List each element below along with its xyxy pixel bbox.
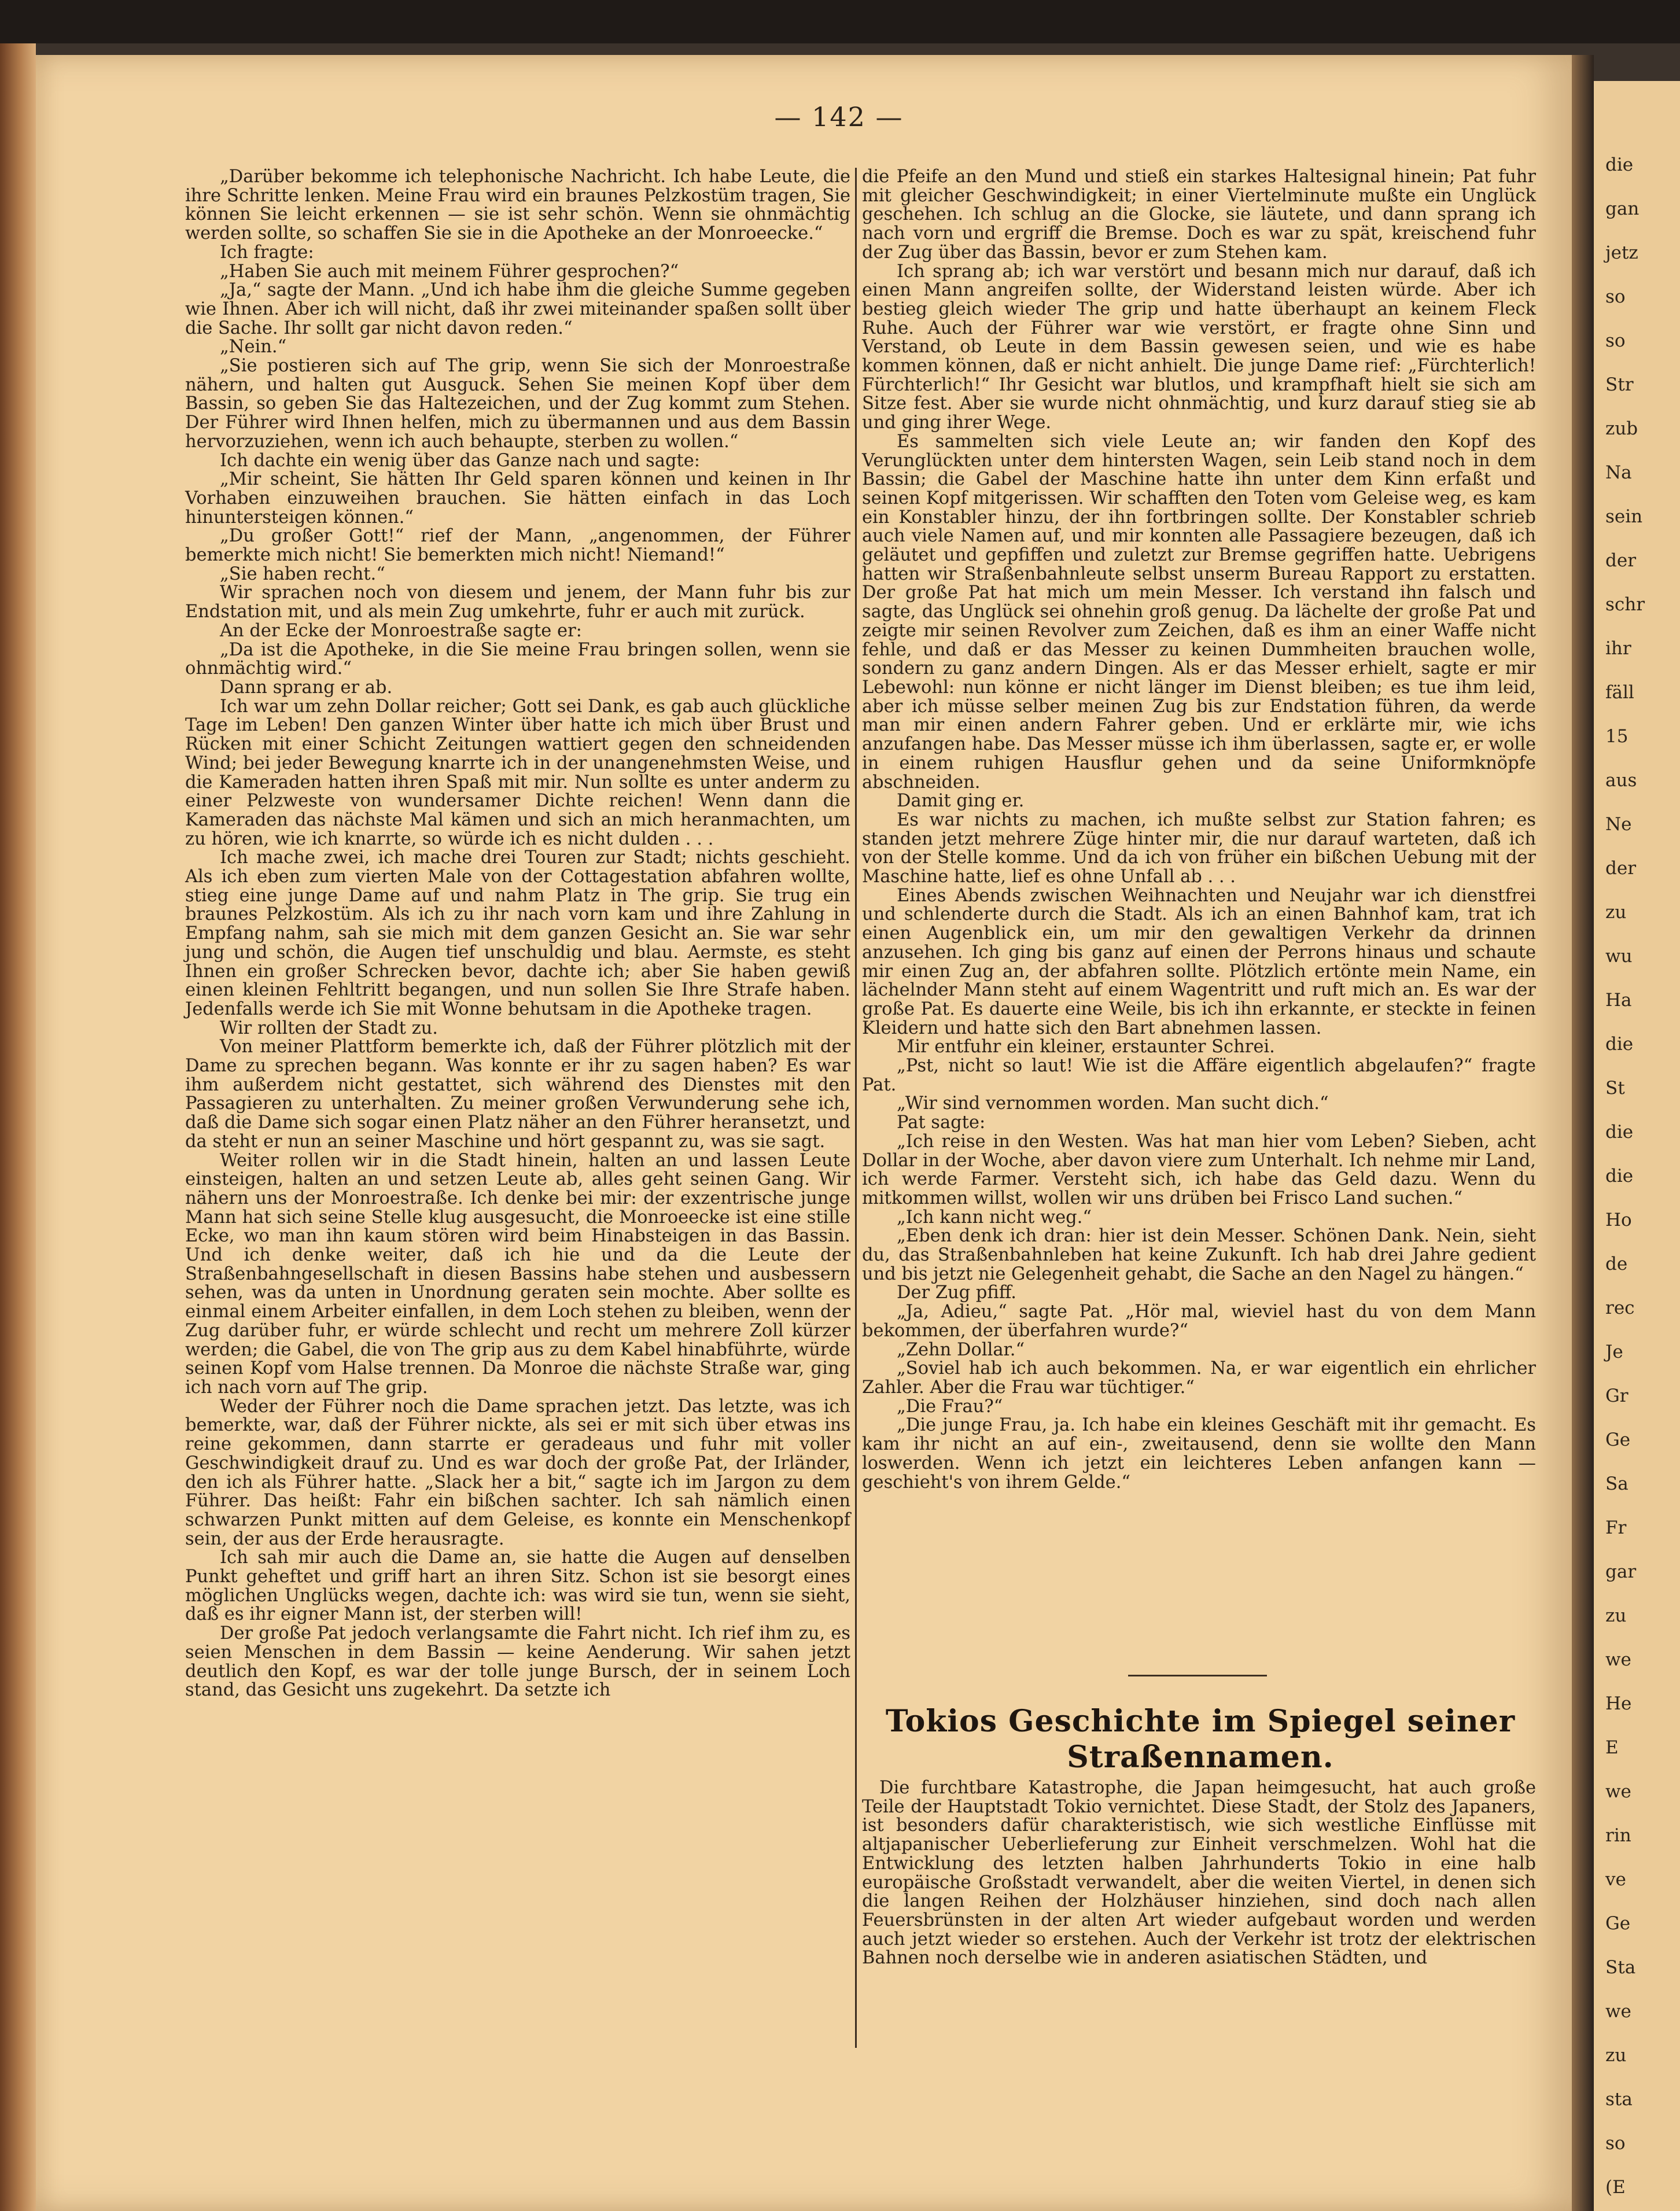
adjacent-page-fragment: die: [1605, 1034, 1634, 1055]
paragraph: „Du großer Gott!“ rief der Mann, „angenommen, der Führer bemerkte mich nicht! Sie bemerkten mich nicht! Niemand!“: [185, 526, 850, 566]
paragraph: „Ja, Adieu,“ sagte Pat. „Hör mal, wieviel hast du von dem Mann bekommen, der überfahren wurde?“: [862, 1302, 1536, 1341]
adjacent-page-fragment: Fr: [1605, 1517, 1627, 1538]
paragraph: Dann sprang er ab.: [220, 677, 393, 698]
paragraph: Pat sagte:: [897, 1112, 986, 1133]
article-separator: [1128, 1675, 1267, 1676]
paragraph: die Pfeife an den Mund und stieß ein starkes Haltesignal hinein; Pat fuhr mit gleicher Geschwindigkeit; in einer Viertelminute mußte ein Unglück geschehen. Ich schlug an die Glocke, sie läutete, und dann sprang ich nach vorn und ergriff die Bremse. Doch es war zu spät, kreischend fuhr der Zug über das Bassin, bevor er zum Stehen kam.: [862, 167, 1536, 263]
paragraph: „Darüber bekomme ich telephonische Nachricht. Ich habe Leute, die ihre Schritte lenken. Meine Frau wird ein braunes Pelzkostüm tragen, Sie können Sie leicht erkennen — sie ist sehr schön. Wenn sie ohnmächtig werden sollte, so schaffen Sie sie in die Apotheke an der Monroeecke.“: [185, 167, 850, 244]
left-column: [185, 168, 850, 1700]
adjacent-page-fragment: der: [1605, 550, 1637, 571]
adjacent-page-fragment: der: [1605, 858, 1637, 879]
paragraph: Der große Pat jedoch verlangsamte die Fahrt nicht. Ich rief ihm zu, es seien Menschen in dem Bassin — keine Aenderung. Wir sahen jetzt deutlich den Kopf, es war der tolle junge Bursch, der in seinem Loch stand, das Gesicht uns zugekehrt. Da setzte ich: [185, 1623, 850, 1701]
adjacent-page-fragment: die: [1605, 154, 1634, 175]
adjacent-page-fragment: die: [1605, 1166, 1634, 1186]
adjacent-page-edge: [1594, 81, 1680, 2211]
adjacent-page-fragment: Gr: [1605, 1385, 1629, 1406]
paragraph: „Ich reise in den Westen. Was hat man hier vom Leben? Sieben, acht Dollar in der Woche, aber davon viere zum Unterhalt. Ich nehme mir Land, ich werde Farmer. Versteht sich, ich habe das Geld dazu. Wenn du mitkommen willst, wollen wir uns drüben bei Frisco Land suchen.“: [862, 1131, 1536, 1208]
adjacent-page-fragment: we: [1605, 2001, 1631, 2022]
page-gutter: [1572, 55, 1594, 2211]
paragraph: „Wir sind vernommen worden. Man sucht dich.“: [897, 1093, 1329, 1114]
adjacent-page-fragment: St: [1605, 1078, 1625, 1099]
paragraph: Es war nichts zu machen, ich mußte selbst zur Station fahren; es standen jetzt mehrere Züge hinter mir, die nur darauf warteten, daß ich von der Stelle komme. Und da ich von früher ein bißchen Uebung mit der Maschine hatte, lief es ohne Unfall ab . . .: [862, 809, 1536, 887]
paragraph: „Die Frau?“: [897, 1396, 1003, 1417]
adjacent-page-fragment: Ge: [1605, 1913, 1631, 1934]
adjacent-page-fragment: Ge: [1605, 1429, 1631, 1450]
paragraph: „Mir scheint, Sie hätten Ihr Geld sparen können und keinen in Ihr Vorhaben einzuweihen brauchen. Sie hätten einfach in das Loch hinuntersteigen können.“: [185, 469, 850, 528]
adjacent-page-fragment: we: [1605, 1649, 1631, 1670]
paragraph: Ich fragte:: [220, 242, 314, 263]
paragraph: „Soviel hab ich auch bekommen. Na, er war eigentlich ein ehrlicher Zahler. Aber die Frau war tüchtiger.“: [862, 1358, 1536, 1398]
adjacent-page-fragment: sta: [1605, 2089, 1633, 2110]
adjacent-page-fragment: 15: [1605, 726, 1629, 747]
article-title: [868, 1704, 1533, 1775]
paragraph: Ich sprang ab; ich war verstört und besann mich nur darauf, daß ich einen Mann angreifen sollte, der Widerstand leisten würde. Aber ich bestieg gleich wieder The grip und hatte überhaupt an keinem Fleck Ruhe. Auch der Führer war wie verstört, er fragte ohne Sinn und Verstand, ob Leute in dem Bassin gewesen seien, und wie es habe kommen können, daß er nicht anhielt. Die junge Dame rief: „Fürchterlich! Fürchterlich!“ Ihr Gesicht war blutlos, und krampfhaft hielt sie sich am Sitze fest. Aber sie wurde nicht ohnmächtig, und kurz darauf stieg sie ab und ging ihrer Wege.: [862, 261, 1536, 433]
adjacent-page-fragment: He: [1605, 1693, 1632, 1714]
adjacent-page-fragment: we: [1605, 1781, 1631, 1802]
paragraph: Wir sprachen noch von diesem und jenem, der Mann fuhr bis zur Endstation mit, und als mein Zug umkehrte, fuhr er auch mit zurück.: [185, 583, 850, 622]
paragraph: Ich war um zehn Dollar reicher; Gott sei Dank, es gab auch glückliche Tage im Leben! Den ganzen Winter über hatte ich mich über Brust und Rücken mit einer Schicht Zeitungen wattiert gegen den schneidenden Wind; bei jeder Bewegung knarrte ich in der unangenehmsten Weise, und die Kameraden hatten ihren Spaß mit mir. Nun sollte es unter anderm zu einer Pelzweste von wundersamer Dichte reichen! Wenn dann die Kameraden das nächste Mal kämen und sich an mich heranmachten, um zu hören, wie ich knarrte, so würde ich es nicht dulden . . .: [185, 696, 850, 849]
adjacent-page-fragment: Ha: [1605, 990, 1632, 1011]
article-title-line-1: Tokios Geschichte im Spiegel seiner: [885, 1704, 1516, 1739]
paragraph: Mir entfuhr ein kleiner, erstaunter Schrei.: [897, 1037, 1275, 1057]
paragraph: Ich sah mir auch die Dame an, sie hatte die Augen auf denselben Punkt geheftet und griff hart an ihren Sitz. Schon ist sie besorgt eines möglichen Unglücks wegen, dachte ich: was wird sie tun, wenn sie sieht, daß es ihr eigner Mann ist, der sterben will!: [185, 1547, 850, 1625]
adjacent-page-fragment: zu: [1605, 902, 1627, 923]
scanner-top-edge: [0, 0, 1680, 43]
adjacent-page-fragment: wu: [1605, 946, 1633, 967]
adjacent-page-fragment: Str: [1605, 374, 1634, 395]
paragraph: „Haben Sie auch mit meinem Führer gesprochen?“: [220, 261, 679, 282]
paragraph: „Die junge Frau, ja. Ich habe ein kleines Geschäft mit ihr gemacht. Es kam ihr nicht an auf ein-, zweitausend, denn sie wollte den Mann loswerden. Wenn ich jetzt ein leichteres Leben anfangen kann — geschieht's von ihrem Gelde.“: [862, 1415, 1536, 1493]
adjacent-page-fragment: sein: [1605, 506, 1643, 527]
paragraph: „Da ist die Apotheke, in die Sie meine Frau bringen sollen, wenn sie ohnmächtig wird.“: [185, 639, 850, 679]
paragraph: „Ich kann nicht weg.“: [897, 1207, 1092, 1228]
paragraph: „Ja,“ sagte der Mann. „Und ich habe ihm die gleiche Summe gegeben wie Ihnen. Aber ich will nicht, daß ihr zwei miteinander spaßen sollt über die Sache. Ihr sollt gar nicht davon reden.“: [185, 280, 850, 338]
adjacent-page-fragment: so: [1605, 330, 1626, 351]
paragraph: Eines Abends zwischen Weihnachten und Neujahr war ich dienstfrei und schlenderte durch die Stadt. Als ich an einen Bahnhof kam, trat ich einen Augenblick ein, um mir den gewaltigen Verkehr da drinnen anzusehen. Ich ging bis ganz auf einen der Perrons hinaus und schaute mir einen Zug an, der abfahren sollte. Plötzlich ertönte mein Name, ein lächelnder Mann steht auf einem Wagentritt und ruft mich an. Es war der große Pat. Es dauerte eine Weile, bis ich ihn erkannte, er steckte in feinen Kleidern und hatte sich den Bart abnehmen lassen.: [862, 885, 1536, 1038]
paragraph: Wir rollten der Stadt zu.: [220, 1018, 439, 1038]
adjacent-page-fragment: jetz: [1605, 242, 1638, 263]
adjacent-page-fragment: schr: [1605, 594, 1645, 615]
article-title-line-2: Straßennamen.: [1067, 1740, 1334, 1775]
paragraph: Es sammelten sich viele Leute an; wir fanden den Kopf des Verunglückten unter dem hintersten Wagen, sein Leib stand noch in dem Bassin; die Gabel der Maschine hatte ihn unter dem Kinn erfaßt und seinen Kopf mitgerissen. Wir schafften den Toten vom Geleise weg, es kam ein Konstabler hinzu, der ihn fortbringen sollte. Der Konstabler schrieb auch viele Namen auf, und mir konnten alle Passagiere bezeugen, daß ich geläutet und gepfiffen und zuletzt zur Bremse gegriffen hatte. Uebrigens hatten wir Straßenbahnleute selbst unserm Bureau Rapport zu erstatten. Der große Pat hat mich um mein Messer. Ich verstand ihn falsch und sagte, das Unglück sei ohnehin groß genug. Da lächelte der große Pat und zeigte mir seinen Revolver zum Zeichen, daß es ihm an einer Waffe nicht fehle, und daß er das Messer zu keinen Dummheiten brauchen wolle, sondern zu ganz andern Dingen. Als er das Messer erhielt, sagte er mir Lebewohl: nun könne er nicht länger im Dienst bleiben; es tue ihm leid, aber ich müsse selber meinen Zug bis zur Endstation führen, da werde man mir einen andern Fahrer geben. Und er erklärte mir, wie ichs anzufangen habe. Das Messer müsse ich ihm überlassen, sagte er, er wolle in einem ruhigen Hausflur gehen und da seine Uniformknöpfe abschneiden.: [862, 431, 1536, 793]
adjacent-page-fragment: so: [1605, 286, 1626, 307]
adjacent-page-fragment: de: [1605, 1254, 1628, 1274]
adjacent-page-fragment: ihr: [1605, 638, 1631, 659]
paragraph: „Eben denk ich dran: hier ist dein Messer. Schönen Dank. Nein, sieht du, das Straßenbahnleben hat keine Zukunft. Ich hab drei Jahre gedient und bis jetzt nie Gelegenheit gehabt, die Sache an den Nagel zu hängen.“: [862, 1226, 1536, 1284]
paragraph: „Pst, nicht so laut! Wie ist die Affäre eigentlich abgelaufen?“ fragte Pat.: [862, 1056, 1536, 1095]
book-binding: [0, 43, 36, 2211]
article-body: [862, 1779, 1536, 1968]
adjacent-page-fragment: zub: [1605, 418, 1638, 439]
adjacent-page-fragment: ve: [1605, 1869, 1626, 1890]
adjacent-page-fragment: (E: [1605, 2177, 1626, 2198]
adjacent-page-fragment: so: [1605, 2133, 1626, 2154]
adjacent-page-fragment: Na: [1605, 462, 1632, 483]
paragraph: „Sie haben recht.“: [220, 563, 385, 584]
paragraph: Damit ging er.: [897, 791, 1025, 812]
adjacent-page-fragment: die: [1605, 1122, 1634, 1143]
adjacent-page-fragment: gar: [1605, 1561, 1637, 1582]
paragraph: Ich dachte ein wenig über das Ganze nach und sagte:: [220, 450, 701, 471]
paragraph: An der Ecke der Monroestraße sagte er:: [220, 620, 582, 641]
adjacent-page-fragment: Je: [1605, 1342, 1623, 1362]
adjacent-page-fragment: gan: [1605, 198, 1640, 219]
adjacent-page-fragment: E: [1605, 1737, 1619, 1758]
paragraph: „Zehn Dollar.“: [897, 1339, 1025, 1360]
adjacent-page-fragment: Sta: [1605, 1957, 1636, 1978]
right-column: [862, 168, 1536, 1492]
paragraph: „Nein.“: [220, 337, 287, 358]
column-divider: [855, 168, 857, 2048]
article-paragraph: Die furchtbare Katastrophe, die Japan heimgesucht, hat auch große Teile der Hauptstadt Tokio vernichtet. Diese Stadt, der Stolz des Japaners, ist besonders dafür charakteristisch, wie sich westliche Einflüsse mit altjapanischer Ueberlieferung zur Einheit verschmelzen. Wohl hat die Entwicklung des letzten halben Jahrhunderts Tokio in eine halb europäische Großstadt verwandelt, aber die weiten Viertel, in denen sich die langen Reihen der Holzhäuser hinziehen, sind doch nach allen Feuersbrünsten in der alten Art wieder aufgebaut worden und werden auch jetzt wieder so erstehen. Auch der Verkehr ist trotz der elektrischen Bahnen noch derselbe wie in anderen asiatischen Städten, und: [862, 1778, 1536, 1969]
adjacent-page-fragment: aus: [1605, 770, 1637, 791]
adjacent-page-fragment: fäll: [1605, 682, 1634, 703]
paragraph: Ich mache zwei, ich mache drei Touren zur Stadt; nichts geschieht. Als ich eben zum vierten Male von der Cottagestation abfahren wollte, stieg eine junge Dame auf und nahm Platz in The grip. Sie trug ein braunes Pelzkostüm. Als ich zu ihr nach vorn kam und ihre Zahlung in Empfang nahm, sah sie mich mit dem ganzen Gesicht an. Sie war sehr jung und schön, die Augen tief unschuldig und blau. Aermste, es steht Ihnen ein großer Schrecken bevor, dachte ich; aber Sie haben gewiß einen kleinen Fehltritt begangen, und nun sollen Sie Ihre Strafe haben. Jedenfalls werde ich Sie mit Wonne behutsam in die Apotheke tragen.: [185, 847, 850, 1019]
page-number: — 142 —: [774, 101, 904, 132]
paragraph: Weiter rollen wir in die Stadt hinein, halten an und lassen Leute einsteigen, halten an und setzen Leute ab, alles geht seinen Gang. Wir nähern uns der Monroestraße. Ich denke bei mir: der exzentrische junge Mann hat sich seine Stelle klug ausgesucht, die Monroeecke ist eine stille Ecke, wo man ihn kaum stören wird beim Hinabsteigen in das Bassin. Und ich denke weiter, daß ich hie und da die Leute der Straßenbahngesellschaft in diesen Bassins habe stehen und ausbessern sehen, was da unten in Unordnung geraten sein mochte. Aber sollte es einmal einem Arbeiter einfallen, in dem Loch stehen zu bleiben, wenn der Zug darüber fuhr, er würde schlecht und recht um mehrere Zoll kürzer werden; die Gabel, die von The grip aus zu dem Kabel hinabführte, würde seinen Kopf vom Halse trennen. Da Monroe die nächste Straße war, ging ich nach vorn auf The grip.: [185, 1150, 850, 1398]
adjacent-page-fragment: zu: [1605, 2045, 1627, 2066]
adjacent-page-fragment: Sa: [1605, 1473, 1629, 1494]
paragraph: Weder der Führer noch die Dame sprachen jetzt. Das letzte, was ich bemerkte, war, daß der Führer nickte, als sei er mit sich über etwas ins reine gekommen, dann starrte er geradeaus und fuhr mit voller Geschwindigkeit drauf zu. Und es war doch der große Pat, der Irländer, den ich als Führer hatte. „Slack her a bit,“ sagte ich im Jargon zu dem Führer. Das heißt: Fahr ein bißchen sachter. Ich sah nämlich einen schwarzen Punkt mitten auf dem Geleise, es konnte ein Menschenkopf sein, der aus der Erde herausragte.: [185, 1396, 850, 1549]
paragraph: Von meiner Plattform bemerkte ich, daß der Führer plötzlich mit der Dame zu sprechen begann. Was konnte er ihr zu sagen haben? Es war ihm außerdem nicht gestattet, sich während des Dienstes mit den Passagieren zu unterhalten. Zu meiner großen Verwunderung sehe ich, daß die Dame sich sogar einen Platz näher an den Führer heransetzt, und da steht er nun an seiner Maschine und hört gespannt zu, was sie sagt.: [185, 1037, 850, 1152]
adjacent-page-fragment: Ne: [1605, 814, 1632, 835]
adjacent-page-fragment: zu: [1605, 1605, 1627, 1626]
adjacent-page-fragment: rin: [1605, 1825, 1631, 1846]
paragraph: Der Zug pfiff.: [897, 1283, 1016, 1303]
adjacent-page-fragment: rec: [1605, 1298, 1635, 1318]
paragraph: „Sie postieren sich auf The grip, wenn Sie sich der Monroestraße nähern, und halten gut Ausguck. Sehen Sie meinen Kopf über dem Bassin, so geben Sie das Haltezeichen, und der Zug kommt zum Stehen. Der Führer wird Ihnen helfen, mich zu übermannen und aus dem Bassin hervorzuziehen, wenn ich auch behaupte, sterben zu wollen.“: [185, 356, 850, 452]
adjacent-page-fragment: Ho: [1605, 1210, 1632, 1230]
